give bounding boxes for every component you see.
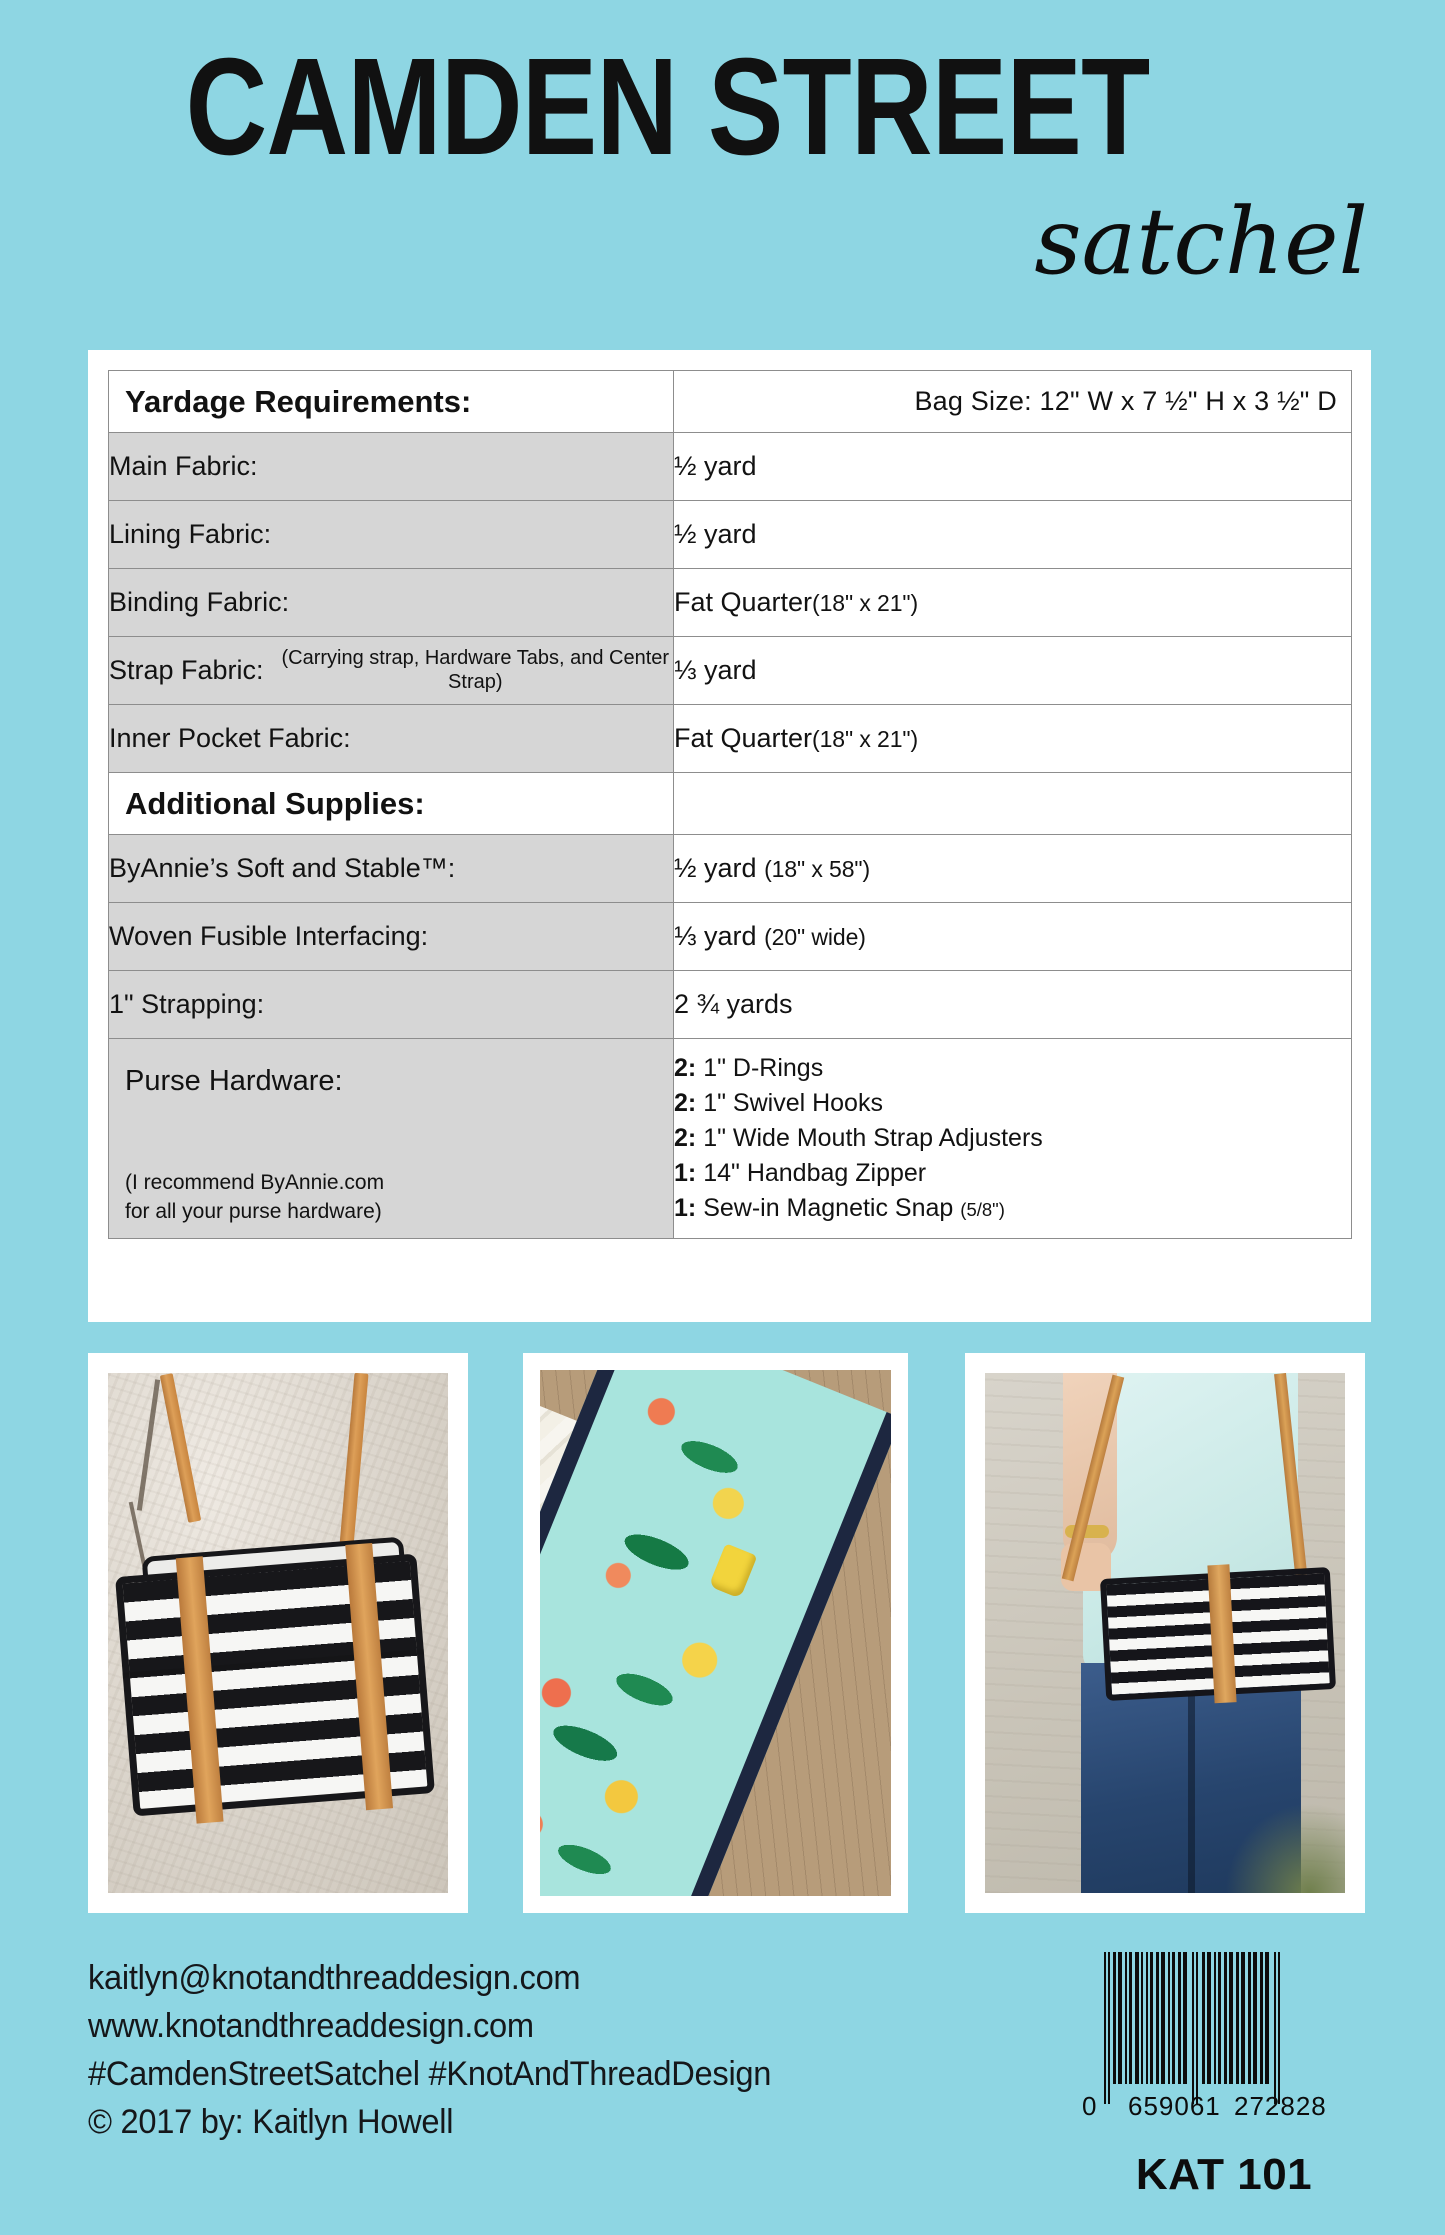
value-subtext: (20" wide) (764, 924, 866, 950)
purse-hardware-note (125, 1169, 384, 1226)
striped-satchel-on-stone-wall-image (108, 1373, 448, 1893)
value-subtext: (18" x 21") (812, 726, 919, 752)
barcode-bars (1104, 1952, 1350, 2104)
barcode-bar (1141, 1952, 1143, 2084)
copyright-notice: © 2017 by: Kaitlyn Howell (88, 2102, 454, 2141)
barcode-bar (1214, 1952, 1216, 2084)
barcode-digits-right: 272828 (1234, 2091, 1327, 2121)
contact-info (88, 1955, 988, 2147)
barcode-digits (1082, 2091, 1372, 2138)
photo-card-floral-lining (523, 1353, 908, 1913)
contact-hashtags: #CamdenStreetSatchel #KnotAndThreadDesign (88, 2054, 772, 2093)
list-item (674, 1086, 1351, 1121)
barcode-bar (1125, 1952, 1127, 2084)
row-label-binding-fabric: Binding Fabric: (109, 569, 674, 637)
barcode-bar (1135, 1952, 1139, 2084)
item-text: Sew-in Magnetic Snap (703, 1194, 954, 1222)
striped-bag (115, 1554, 435, 1817)
row-value-woven-fusible-interfacing (674, 903, 1352, 971)
row-value-soft-and-stable (674, 835, 1352, 903)
photo-gallery (0, 1353, 1445, 1923)
barcode-left-guard-digit: 0 (1082, 2091, 1098, 2121)
barcode-bar (1104, 1952, 1106, 2104)
barcode-bar (1118, 1952, 1122, 2084)
barcode-bar (1146, 1952, 1148, 2084)
item-qty: 2: (674, 1124, 697, 1152)
barcode-block (1082, 1952, 1372, 2200)
row-value-main-fabric (674, 433, 1352, 501)
barcode-bar (1150, 1952, 1153, 2084)
purse-hardware-list (674, 1051, 1351, 1226)
row-value-binding-fabric (674, 569, 1352, 637)
barcode-bar (1224, 1952, 1227, 2084)
floral-lining-zipper-detail-on-wood-image (540, 1370, 891, 1896)
barcode-bar (1253, 1952, 1257, 2084)
item-qty: 1: (674, 1159, 697, 1187)
label-text: Strap Fabric: (109, 655, 264, 685)
item-qty: 1: (674, 1194, 697, 1222)
barcode-bar (1113, 1952, 1116, 2084)
value-subtext: (18" x 21") (812, 590, 919, 616)
barcode-bar (1196, 1952, 1198, 2104)
yardage-heading: Yardage Requirements: (109, 371, 674, 433)
barcode-bar (1241, 1952, 1245, 2084)
list-item (674, 1191, 1351, 1226)
barcode-bar (1168, 1952, 1170, 2084)
row-value-strapping (674, 971, 1352, 1039)
value-text: 2 ¾ yards (674, 989, 793, 1019)
row-value-lining-fabric (674, 501, 1352, 569)
supplies-heading-spacer (674, 773, 1352, 835)
contact-email[interactable]: kaitlyn@knotandthreaddesign.com (88, 1959, 581, 1997)
row-value-strap-fabric (674, 637, 1352, 705)
item-text: 14" Handbag Zipper (703, 1159, 927, 1187)
value-text: Fat Quarter (674, 587, 813, 617)
table-section-yardage (109, 371, 1352, 433)
product-code: KAT 101 (1135, 2150, 1313, 2199)
value-text: ⅓ yard (674, 655, 757, 685)
page-subtitle-script: satchel (1034, 188, 1368, 295)
barcode-bar (1108, 1952, 1110, 2104)
barcode-bar (1202, 1952, 1205, 2084)
row-label-purse-hardware (109, 1039, 674, 1239)
table-row (109, 433, 1352, 501)
barcode-bar (1192, 1952, 1194, 2104)
item-qty: 2: (674, 1089, 697, 1117)
list-item (674, 1156, 1351, 1191)
table-row (109, 971, 1352, 1039)
item-text: 1" D-Rings (703, 1054, 824, 1082)
item-text: 1" Swivel Hooks (703, 1089, 883, 1117)
table-row (109, 903, 1352, 971)
requirements-panel (88, 350, 1371, 1322)
barcode-bar (1129, 1952, 1132, 2084)
list-item (674, 1121, 1351, 1156)
barcode-bar (1229, 1952, 1233, 2084)
table-row (109, 569, 1352, 637)
barcode-bar (1207, 1952, 1211, 2084)
barcode-digits-left: 659061 (1128, 2091, 1221, 2121)
list-item (674, 1051, 1351, 1086)
table-row (109, 835, 1352, 903)
barcode-bar (1178, 1952, 1181, 2084)
row-label-inner-pocket-fabric: Inner Pocket Fabric: (109, 705, 674, 773)
supplies-heading: Additional Supplies: (109, 773, 674, 835)
row-label-lining-fabric: Lining Fabric: (109, 501, 674, 569)
barcode-bar (1156, 1952, 1159, 2084)
purse-hardware-note-line1: (I recommend ByAnnie.com (125, 1171, 385, 1195)
barcode-bar (1278, 1952, 1280, 2104)
row-value-purse-hardware (674, 1039, 1352, 1239)
table-section-supplies (109, 773, 1352, 835)
value-text: ½ yard (674, 519, 757, 549)
contact-website[interactable]: www.knotandthreaddesign.com (88, 2006, 534, 2045)
item-fraction: (5/8") (960, 1199, 1005, 1220)
photo-card-model-wearing-bag (965, 1353, 1365, 1913)
barcode-bar (1265, 1952, 1269, 2084)
table-row (109, 501, 1352, 569)
barcode-bar (1248, 1952, 1251, 2084)
row-label-main-fabric: Main Fabric: (109, 433, 674, 501)
striped-bag-worn (1100, 1567, 1336, 1701)
value-text: ½ yard (674, 853, 757, 883)
item-text: 1" Wide Mouth Strap Adjusters (703, 1124, 1043, 1152)
barcode-bar (1161, 1952, 1165, 2084)
grass-patch (1225, 1803, 1345, 1893)
photo-card-striped-satchel (88, 1353, 468, 1913)
value-text: Fat Quarter (674, 723, 813, 753)
purse-hardware-note-line2: for all your purse hardware) (125, 1199, 382, 1223)
purse-hardware-label: Purse Hardware: (125, 1065, 343, 1097)
cover-header (0, 0, 1445, 330)
barcode-bar (1183, 1952, 1187, 2084)
row-label-strapping: 1" Strapping: (109, 971, 674, 1039)
requirements-table (108, 370, 1352, 1239)
bag-size-text: Bag Size: 12" W x 7 ½" H x 3 ½" D (674, 371, 1352, 433)
table-row-purse-hardware (109, 1039, 1352, 1239)
value-text: ½ yard (674, 451, 757, 481)
value-subtext: (18" x 58") (764, 856, 871, 882)
barcode-bar (1274, 1952, 1276, 2104)
row-label-soft-and-stable: ByAnnie’s Soft and Stable™: (109, 835, 674, 903)
barcode-bar (1218, 1952, 1221, 2084)
table-row (109, 705, 1352, 773)
value-text: ⅓ yard (674, 921, 757, 951)
barcode-bar (1260, 1952, 1263, 2084)
model-wearing-satchel-crossbody-image (985, 1373, 1345, 1893)
page-title: CAMDEN STREET (185, 30, 1150, 184)
row-label-strap-fabric (109, 637, 674, 705)
row-value-inner-pocket-fabric (674, 705, 1352, 773)
table-row (109, 637, 1352, 705)
row-label-woven-fusible-interfacing: Woven Fusible Interfacing: (109, 903, 674, 971)
barcode-bar (1172, 1952, 1175, 2084)
strap-fabric-note: (Carrying strap, Hardware Tabs, and Center Strap) (281, 646, 670, 693)
barcode-bar (1236, 1952, 1239, 2084)
item-qty: 2: (674, 1054, 697, 1082)
